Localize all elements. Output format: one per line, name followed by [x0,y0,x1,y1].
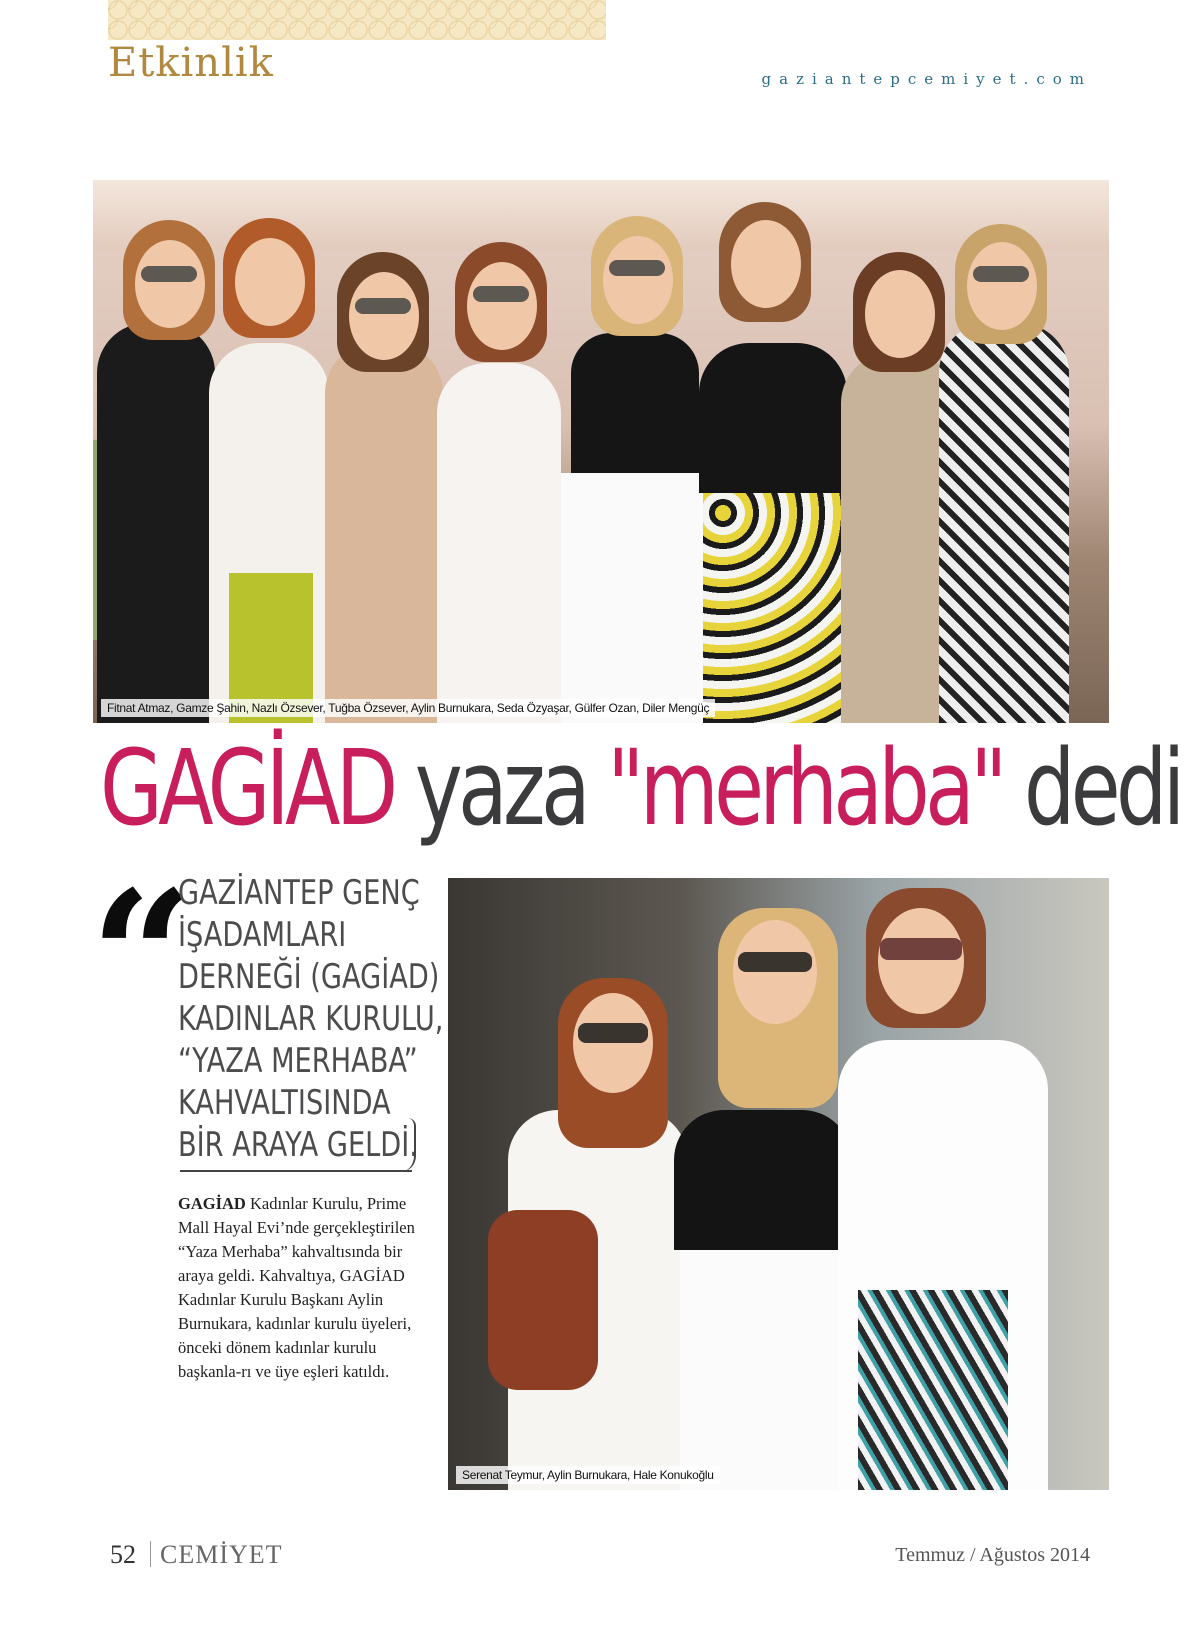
group-photo [93,180,1109,723]
headline-quote: "merhaba" [607,727,1003,849]
figure-6-head [731,220,801,308]
lead-line: KADINLAR KURULU, [178,999,444,1039]
decorative-header-band [108,0,606,40]
page-number: 52 [110,1540,136,1569]
figure-4-glasses-icon [473,286,529,302]
trio-figure-2-skirt [680,1250,848,1490]
lead-line: BİR ARAYA GELDİ. [178,1125,418,1165]
figure-8-head [967,242,1037,330]
trio-figure-3-head [878,908,964,1014]
figure-4-head [467,262,537,350]
issue-date: Temmuz / Ağustos 2014 [895,1544,1090,1566]
magazine-name: CEMİYET [160,1540,283,1569]
figure-3-head [349,272,419,360]
trio-photo-caption: Serenat Teymur, Aylin Burnukara, Hale Konukoğlu [456,1466,720,1484]
section-label: Etkinlik [108,40,274,86]
lead-underline-divider [180,1170,412,1172]
trio-photo [448,878,1109,1490]
figure-1-glasses-icon [141,266,197,282]
lead-line: DERNEĞİ (GAGİAD) [178,957,440,997]
body-text: Kadınlar Kurulu, Prime Mall Hayal Evi’nde gerçekleştirilen “Yaza Merhaba” kahvaltısında bir araya geldi. Kahvaltıya, GAGİAD Kadınlar Kurulu Başkanı Aylin Burnukara, kadınlar kurulu üyeleri, önceki dönem kadınlar kurulu başkanla-rı ve üye eşleri katıldı. [178,1194,415,1381]
quote-mark-icon: “ [90,852,194,1063]
site-url[interactable]: gaziantepcemiyet.com [761,70,1092,88]
headline-org: GAGİAD [100,727,394,849]
trio-figure-2-top [674,1110,852,1250]
group-photo-caption: Fitnat Atmaz, Gamze Şahin, Nazlı Özsever, Tuğba Özsever, Aylin Burnukara, Seda Özyaşar, Gülfer Ozan, Diler Mengüç [101,699,715,717]
lead-line: KAHVALTISINDA [178,1083,391,1123]
lead-line: GAZİANTEP GENÇ [178,873,420,913]
trio-figure-2-head [733,920,817,1024]
figure-7-head [865,270,935,358]
lead-line: İŞADAMLARI [178,915,347,955]
lead-paragraph [178,872,444,1166]
lead-line: “YAZA MERHABA” [178,1041,418,1081]
figure-5-top [571,333,699,473]
trio-figure-1-bag [488,1210,598,1390]
lead-hook-divider [400,1118,416,1172]
figure-3-glasses-icon [355,298,411,314]
footer-divider [150,1541,151,1567]
figure-6-skirt [703,493,841,723]
figure-4 [437,363,561,723]
article-headline [100,727,1181,849]
figure-8-glasses-icon [973,266,1029,282]
figure-1-head [135,240,205,328]
headline-text-1: yaza [393,727,608,849]
figure-8 [939,323,1069,723]
headline-text-2: dedi [1002,727,1181,849]
figure-6-top [699,343,847,493]
trio-figure-1-glasses-icon [578,1023,648,1043]
trio-figure-3-skirt [858,1290,1008,1490]
figure-1 [97,323,215,723]
figure-3 [325,343,443,723]
figure-5-glasses-icon [609,260,665,276]
figure-2-head [235,238,305,326]
trio-figure-1-head [573,993,653,1093]
article-body [178,1192,428,1384]
figure-5-head [603,236,673,324]
trio-figure-2-glasses-icon [738,952,812,972]
trio-figure-3-glasses-icon [880,938,962,960]
body-bold-lead: GAGİAD [178,1194,246,1213]
figure-5-skirt [561,473,711,723]
